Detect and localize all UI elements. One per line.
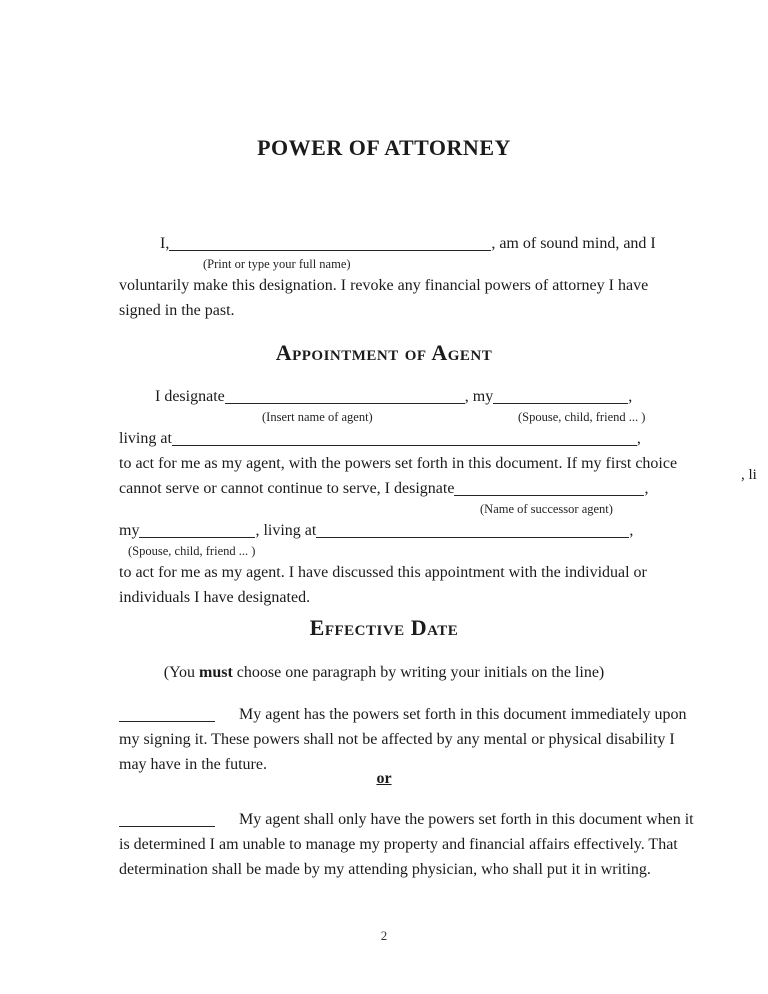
- successor-name-blank: [454, 481, 644, 496]
- page-title: POWER OF ATTORNEY: [257, 135, 511, 160]
- comma-text: ,: [629, 522, 634, 539]
- discussed-line1: to act for me as my agent. I have discussed this appointment with the individual or: [119, 564, 647, 581]
- relation2-hint: (Spouse, child, friend ... ): [128, 544, 256, 558]
- option2-first-line: [119, 807, 694, 832]
- instruction-line: [0, 663, 768, 683]
- comma-text: ,: [644, 480, 649, 497]
- living-pre-text: living at: [119, 430, 172, 447]
- intro-pre-text: I,: [160, 235, 170, 252]
- successor-relation-fill-line: [119, 518, 659, 543]
- relation-hint: (Spouse, child, friend ... ): [518, 410, 646, 424]
- option1-initials-blank: [119, 707, 215, 722]
- option1-paragraph: [119, 702, 687, 777]
- option1-line1-text: My agent has the powers set forth in this document immediately upon: [239, 706, 687, 723]
- powers-line: to act for me as my agent, with the powers set forth in this document. If my first choice: [119, 455, 678, 472]
- edge-text-fragment: , li: [741, 467, 757, 483]
- intro-section: [119, 231, 659, 323]
- option2-line1-text: My agent shall only have the powers set forth in this document when it: [239, 811, 694, 828]
- my-pre-text: my: [119, 522, 140, 539]
- designate-pre-text: I designate: [155, 388, 225, 405]
- option2-initials-blank: [119, 812, 215, 827]
- intro-line3: signed in the past.: [119, 302, 235, 319]
- comma-text: ,: [628, 388, 633, 405]
- option1-line2-text: my signing it. These powers shall not be affected by any mental or physical disability I: [119, 731, 675, 748]
- designate-hint-row: [119, 409, 659, 426]
- successor-name-hint: (Name of successor agent): [480, 502, 613, 516]
- option2-line3-text: determination shall be made by my attending physician, who shall put it in writing.: [119, 861, 651, 878]
- discussed-line2: individuals I have designated.: [119, 589, 311, 606]
- appointment-section: [119, 384, 678, 610]
- option2-line2-text: is determined I am unable to manage my property and financial affairs effectively. That: [119, 836, 678, 853]
- address-blank: [172, 431, 637, 446]
- full-name-hint: (Print or type your full name): [203, 257, 351, 271]
- comma-text: ,: [636, 430, 641, 447]
- successor-hint-row: [119, 501, 659, 518]
- option1-first-line: [119, 702, 687, 727]
- successor-relation-blank: [139, 523, 255, 538]
- option1-line3-text: may have in the future.: [119, 756, 267, 773]
- relation2-hint-row: [119, 543, 659, 560]
- living-at-fill-line: [119, 426, 659, 451]
- appointment-heading: Appointment of Agent: [275, 340, 493, 365]
- designate-mid-text: , my: [464, 388, 494, 405]
- living-mid-text: , living at: [255, 522, 317, 539]
- intro-fill-line: [119, 231, 659, 256]
- agent-name-hint: (Insert name of agent): [262, 410, 373, 424]
- full-name-blank: [169, 236, 491, 251]
- successor-address-blank: [316, 523, 629, 538]
- designate-fill-line: [119, 384, 659, 409]
- intro-hint-row: [119, 256, 659, 273]
- agent-name-blank: [225, 389, 465, 404]
- or-separator-row: [0, 769, 768, 789]
- relation-blank: [493, 389, 628, 404]
- successor-pre-text: cannot serve or cannot continue to serve, I designate: [119, 480, 455, 497]
- page-number: 2: [380, 928, 388, 943]
- successor-fill-line: [119, 476, 659, 501]
- instruction-must-text: must: [199, 664, 233, 681]
- intro-line2: voluntarily make this designation. I revoke any financial powers of attorney I have: [119, 277, 649, 294]
- instruction-post-text: choose one paragraph by writing your initials on the line): [232, 664, 605, 681]
- intro-post-text: , am of sound mind, and I: [491, 235, 656, 252]
- or-separator: or: [376, 770, 392, 787]
- effective-date-heading: Effective Date: [309, 615, 459, 640]
- option2-paragraph: [119, 807, 694, 882]
- instruction-pre-text: (You: [163, 664, 200, 681]
